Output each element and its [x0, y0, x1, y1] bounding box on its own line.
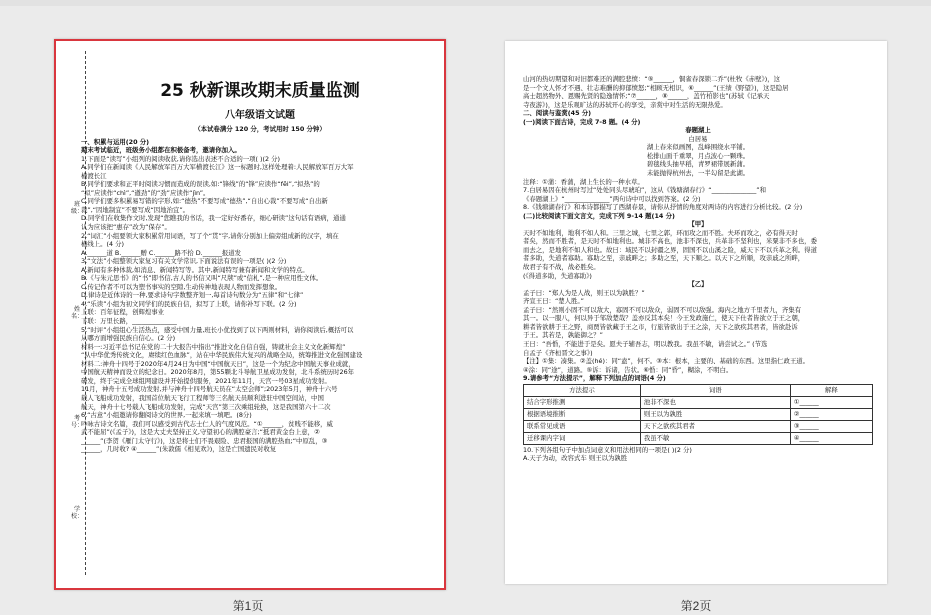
text-line: 4.“乐读”小组为初文同学们的民族自信，拟写了上联，请你补写下联。(2 分)	[81, 299, 297, 308]
page-2[interactable]	[505, 41, 887, 584]
text-line: 二、阅读与鉴赏(45 分)	[523, 109, 592, 118]
passage-jia-head: 【甲】	[688, 220, 708, 229]
text-line: 耕者皆欲耕于王之野，商贾皆欲藏于王之市，行旅皆欲出于王之涂，天下之欲疾其君者，皆欲赴诉	[523, 322, 798, 331]
text-line: 孟子曰：“郑人为是人战，则王以为孰胜？”	[523, 288, 645, 297]
table-cell: 则王以为孰胜	[640, 408, 790, 420]
text-line: 裁”,“因地制宜”不要写成“因地治宜”。	[81, 205, 190, 214]
passage-yi-head: 【乙】	[688, 280, 708, 289]
text-line: 【注】①集：凑集。②盖(hé)：同“盍”，何不。③本：根本，主要的、基础的东西。这里指仁政王道。	[523, 357, 810, 366]
text-line: 山河的热切期望和对旧都难还的满腔悲愤：“⑤______，铜雀春深锁二乔”(杜牧《赤壁》)，这	[523, 75, 780, 83]
text-line: A.新闻有多种体裁,如消息、新闻特写等。其中,新闻特写兼有新闻和文学的特点。	[81, 265, 309, 274]
table-row	[524, 408, 873, 420]
text-line: 材料二:神舟十四号于2020年4月24日为中国“中国航天日”，这是一个为纪念中国航天事业成就，	[81, 359, 355, 368]
text-line: 《春题湖上》“______________”两句诗中可以找到答案。(2 分)	[523, 194, 701, 203]
text-line: 10.下列各组句子中加点词意义和用法相同的一项是( )(2 分)	[523, 445, 692, 454]
text-line: 于王。其若是，孰能御之？”	[523, 331, 603, 340]
table-cell: 池非不深也	[640, 396, 790, 408]
text-line: 其一。以一服八，何以异于邹敌楚哉？盖亦反其本矣！今王发政施仁，使天下仕者皆欲立于王之朝，	[523, 314, 805, 323]
table-row	[524, 420, 873, 432]
table-cell: 联系常见成语	[524, 420, 641, 432]
school-field-label: 学校：	[70, 506, 83, 520]
text-line: 一、积累与运用(20 分)	[81, 137, 150, 146]
exam-title: 25 秋新课改期末质量监测	[160, 81, 360, 101]
text-line: D.律诗是近体诗的一种,要求诗句字数整齐划一,每首诗句数分为“五律”和“七律”	[81, 291, 304, 300]
text-line: 5.“时评”小组组心生活热点，感受中国力量,班长小优找到了以下两则材料，请你阅读后,概括可以	[81, 325, 354, 334]
text-line: 研发，终于完成全球组网建设并开始提供服务，2021年11月，天宫一号03星成功发射。	[81, 376, 331, 385]
page2-content	[523, 75, 873, 463]
text-line: 自孟子《齐桓晋文之事》)	[523, 348, 593, 357]
text-line: 3.“文法”小组整领大家复习有关文学常识,下面说法有误的一项是( )(2 分)	[81, 257, 287, 266]
page1-content	[81, 79, 439, 454]
text-line: A.______道 B.______赠 C.______路不拾 D.______报道发	[81, 248, 242, 257]
text-line: 寺夜游》)，这是乐观旷达的苏轼开心的享受，亲赏中对生活的无限热爱。	[523, 100, 727, 109]
table-header: 词语	[640, 384, 790, 396]
text-line: A.天子为动，改容式车 则王以为孰胜	[523, 454, 628, 463]
page-1-label[interactable]: 第1页	[232, 599, 264, 613]
text-line: 横线上。(4 分)	[81, 240, 125, 249]
text-line: 湖上春来似画图，乱峰围绕水平铺。	[646, 143, 750, 152]
text-line: ______，几时收? ④______”(朱敦儒《相见欢》)，这是亡国遗民对收复	[81, 445, 277, 454]
passage-yi	[523, 289, 873, 383]
text-line: A.同学们在新闻读《人民解放军百万大军横渡长江》这一标题时,这样处理着:人民解放军百万大军	[81, 163, 354, 172]
table-cell: 根据语境推断	[524, 408, 641, 420]
text-line: 期末考试临近，班级务小组都在积极备考，邀请你加入。	[81, 146, 241, 155]
table-cell: 天下之欲疾其君者	[640, 420, 790, 432]
text-line: 下联：万里长路，______________	[81, 317, 177, 326]
text-line: 吟咏古诗文名篇，我们可以感受到古代志士仁人的气度风范。“①______，贫贱不能移，威	[81, 419, 333, 428]
page2-lines-a	[523, 75, 873, 126]
text-line: 2.“词汇”小组要领大家积累常用词语，写了个“贯”字,请你分别加上偏旁组成新的汉字，填在	[81, 231, 339, 240]
text-line: 中国航天精神而设立的纪念日。2020年8月，第55颗北斗导航卫星成功发射，北斗系统历时26年	[81, 368, 355, 377]
text-line: 故君子有不战，战必胜矣。	[523, 263, 600, 272]
text-line: 1.下面是“读写”小组列的阅读收获,请你选出表述不合适的一项( )(2 分)	[81, 154, 281, 163]
table-header: 解释	[790, 384, 872, 396]
text-line: 高士超然物外、恩赐先贤的隐逸情怀;“⑦______，⑧______，盖竹柏影也”(苏轼《记承天	[523, 92, 770, 101]
text-line: ______”(李贺《雁门太守行》)，这是将士们不畏艰险、忠君报国的满腔热血;“中原乱，③	[81, 436, 328, 445]
method-table	[523, 384, 873, 445]
exam-subtitle: 八年级语文试题	[225, 110, 295, 121]
page2-lines-c	[523, 446, 873, 463]
text-line: 而去之，是地利不如人和也。故曰：域民不以封疆之界，固国不以山溪之险，威天下不以兵革之利。得道	[523, 245, 817, 254]
text-line: 8.《钱塘湖春行》和本诗都描写了西湖春景，请你从抒情的角度对两诗的内容进行分析比较。(2 分)	[523, 203, 803, 212]
page2-lines-b	[523, 178, 873, 221]
text-line: 白居易	[688, 134, 708, 143]
text-line: C.同学们要多积累易写错的字形,如:“德热”不要写成“德热”,“自出心裁”不要写成“自出新	[81, 197, 328, 206]
exam-note: （本试卷满分 120 分，考试用时 150 分钟）	[194, 125, 326, 133]
table-cell: ③______	[790, 420, 872, 432]
text-line: 碧毯线头抽早稻，青罗裙带展新蒲。	[646, 160, 750, 169]
text-line: “从中华优秀传统文化，赓续红色血脉”，站在中华民族伟大复兴的战略全局，统筹推进文化强国建设	[81, 351, 363, 360]
table-cell: 迁移课内字词	[524, 432, 641, 444]
table-header: 方法提示	[524, 384, 641, 396]
top-scroll-strip	[0, 0, 931, 6]
class-field-label: 班级：	[70, 201, 83, 215]
page1-lines	[81, 138, 439, 454]
text-line: B.同学们要求和正平时阅读习惯而造成的误读,如:“锋线”的“锋”应读作“fēi”,“拟热”的	[81, 180, 320, 189]
text-line: 天时不如地利，地利不如人和。三里之城，七里之郭，环而攻之而不胜。夫环而攻之，必有得天时	[523, 228, 798, 237]
poem	[523, 126, 873, 177]
text-line: (一)阅读下面古诗，完成 7-8 题。(4 分)	[523, 117, 641, 126]
text-line: 者多助，失道者寡助。寡助之至，亲戚畔之；多助之至，天下顺之。以天下之所顺，攻亲戚之所畔，	[523, 254, 805, 263]
table-cell: 我虽不敏	[640, 432, 790, 444]
text-line: 认为应该把“惠存”改为“保存”。	[81, 223, 171, 232]
text-line: 6.“古意”小组邀请你翻阅诗文的世界,一起来填一填吧。(8分)	[81, 411, 252, 420]
text-line: 王曰：“吾惛，不能进于是矣。愿夫子辅吾志，明以教我。我虽不敏，请尝试之。” (节选	[523, 339, 768, 348]
page-2-label[interactable]: 第2页	[680, 599, 712, 613]
text-line: (《得道多助，失道寡助》)	[523, 271, 592, 280]
text-line: 材料一:习近平总书记在党的二十大报告中指出“推进文化自信自强，铸就社会主义文化新辉煌”	[81, 342, 346, 351]
text-line: 9.请参考“方法提示”，解释下列加点的词语(4 分)	[523, 374, 666, 383]
page-1[interactable]	[54, 39, 446, 590]
text-line: 横渡长江	[81, 171, 107, 180]
text-line: 载人飞船成功发射，我国首位航天飞行工程师等三名航天员顺利进驻中国空间站，中国	[81, 393, 324, 402]
text-line: B.《与朱元思书》的“书”即书信,古人的书信又叫“尺牍”或“信札”,是一种应用性文体。	[81, 274, 323, 283]
text-line: 者矣，然而不胜者，是天时不如地利也。城非不高也，池非不深也，兵革非不坚利也，米粟非不多也，委	[523, 237, 817, 246]
table-cell: ④______	[790, 432, 872, 444]
text-line: C.传记作者不可以为塑书事实的空隙,生动传神地表现人物而发挥想象。	[81, 282, 282, 291]
table-row	[524, 396, 873, 408]
text-line: (二)比较阅读下面文言文，完成下列 9-14 题(14 分)	[523, 211, 675, 220]
text-line: 航天，神舟十七号载人飞船成功发射，完成“天宫”第三次乘组轮换，这是我国第六十二次	[81, 402, 331, 411]
text-line: 11月，神舟十五号成功发射,并与神舟十四号航天员在“太空会师”;2023年5月，神舟十六号	[81, 385, 338, 394]
text-line: 从哪方面增强民族自信心。(2 分)	[81, 334, 176, 343]
table-cell: ②______	[790, 408, 872, 420]
text-line: 未能抛得杭州去，一半勾留是此湖。	[646, 169, 750, 178]
text-line: 上联：百年征程，创辉煌事业	[81, 308, 165, 317]
text-line: 注释：①蒲：香蒲，湖上生长的一种水草。	[523, 177, 644, 186]
table-cell: ①______	[790, 396, 872, 408]
passage-jia	[523, 229, 873, 280]
name-field-label: 姓名：	[70, 306, 83, 320]
text-line: 松排山面千重翠，月点波心一颗珠。	[646, 151, 750, 160]
text-line: ④涂：同“途”，道路。⑤诉：诉诸，告状。⑥惛：同“昏”，糊涂，不明白。	[523, 365, 733, 374]
text-line: 是一个文人怀才不遇、壮志难酬的抑郁愤怒;“相顾无相识，⑥______”(王绩《野望》)，这是隐居	[523, 83, 789, 92]
text-line: 7.白居易因在杭州时写过“处处同头尽琥珀”，这从《钱塘湖春行》“______________”和	[523, 186, 767, 195]
text-line: 武不能屈”(《孟子》)，这是大丈夫坚持正义,守望初心的满腔豪言;“抵君黄金台上意，②	[81, 428, 320, 437]
text-line: 齐宣王曰：“楚人胜。”	[523, 297, 584, 306]
table-cell: 结合字形推测	[524, 396, 641, 408]
text-line: 春题湖上	[685, 126, 711, 135]
text-line: 孟子曰：“然则小固不可以敌大，寡固不可以敌众，弱固不可以敌强。海内之地方千里者九，齐集有	[523, 305, 802, 314]
text-line: D.同学们在收集作文时,发现“您瞧我的书话，我一定好好番存，细心研读”这句话有语病，通通	[81, 214, 346, 223]
table-row	[524, 432, 873, 444]
text-line: “拟”应读作“chì”,“遒劲”的“劲”应读作“jìn”。	[81, 188, 210, 197]
number-field-label: 考号：	[70, 415, 83, 429]
